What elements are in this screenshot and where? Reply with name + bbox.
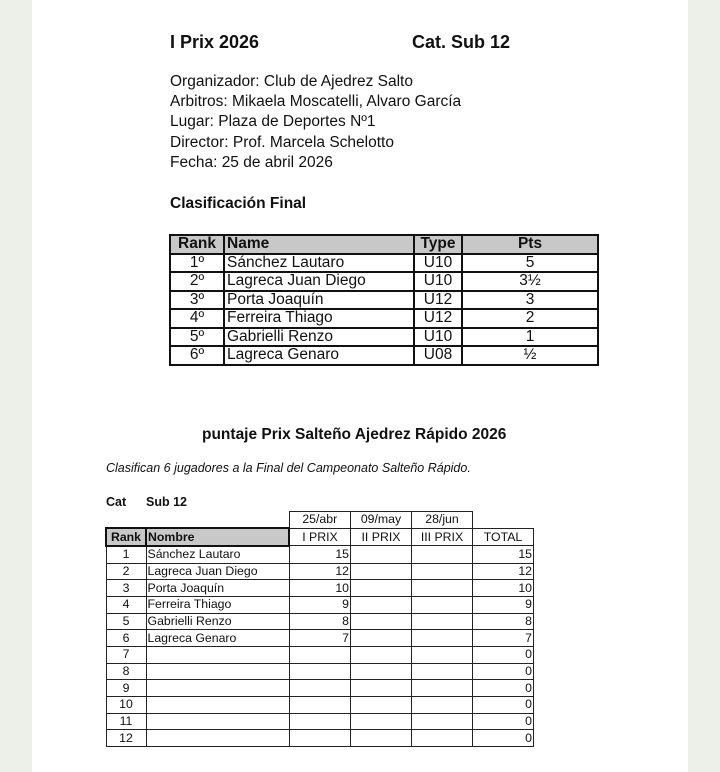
type-cell: U12 (414, 309, 462, 328)
rank-cell: 6º (170, 346, 224, 365)
total-points-cell: 10 (473, 580, 534, 597)
player-name-cell: Sánchez Lautaro (146, 546, 289, 563)
rank-cell: 8 (106, 663, 146, 680)
prix-3-points-cell (412, 730, 473, 747)
prix-1-points-cell: 8 (289, 613, 351, 630)
points-cell: ½ (462, 346, 598, 365)
document-title: I Prix 2026 (170, 32, 260, 52)
rank-cell: 6 (106, 630, 146, 647)
table-row (170, 254, 598, 273)
type-cell: U10 (414, 254, 462, 273)
total-points-cell: 12 (473, 563, 534, 580)
points-cell: 1 (462, 328, 598, 347)
rank-cell: 10 (106, 697, 146, 714)
table-row (106, 730, 534, 747)
dates-row (106, 512, 534, 529)
organizer-line: Organizador: Club de Ajedrez Salto (170, 73, 413, 90)
rank-cell: 4 (106, 596, 146, 613)
prix-2-points-cell (351, 630, 412, 647)
column-header-prix-1: I PRIX (289, 528, 351, 546)
director-line: Director: Prof. Marcela Schelotto (170, 133, 394, 151)
rank-cell: 1º (170, 254, 224, 273)
date-prix-3: 28/jun (412, 512, 473, 529)
player-name-cell (146, 663, 289, 680)
total-points-cell: 15 (473, 546, 534, 563)
prix-1-points-cell: 15 (289, 546, 351, 563)
total-points-cell: 0 (473, 697, 534, 714)
player-name-cell: Lagreca Juan Diego (146, 563, 289, 580)
column-header-rank: Rank (106, 528, 146, 546)
prix-2-points-cell (351, 563, 412, 580)
table-row (106, 713, 534, 730)
table-row (106, 580, 534, 597)
rank-cell: 2 (106, 563, 146, 580)
rank-cell: 5º (170, 328, 224, 347)
venue-line: Lugar: Plaza de Deportes Nº1 (170, 113, 376, 131)
date-prix-2: 09/may (351, 512, 412, 529)
player-name-cell: Gabrielli Renzo (224, 328, 414, 347)
total-points-cell: 9 (473, 596, 534, 613)
final-standings-heading: Clasificación Final (170, 195, 307, 212)
points-cell: 3½ (462, 272, 598, 291)
rank-cell: 3 (106, 580, 146, 597)
rank-cell: 11 (106, 713, 146, 730)
total-points-cell: 0 (473, 730, 534, 747)
prix-2-points-cell (351, 680, 412, 697)
column-header-name: Nombre (146, 528, 289, 546)
type-cell: U08 (414, 346, 462, 365)
prix-2-points-cell (351, 613, 412, 630)
player-name-cell (146, 697, 289, 714)
table-row (170, 309, 598, 328)
table-header-row (170, 235, 598, 254)
circuit-heading: puntaje Prix Salteño Ajedrez Rápido 2026 (202, 426, 507, 443)
column-header-name: Name (224, 235, 414, 254)
player-name-cell: Porta Joaquín (146, 580, 289, 597)
rank-cell: 12 (106, 730, 146, 747)
table-row (106, 563, 534, 580)
document-page (32, 0, 688, 772)
date-prix-1: 25/abr (289, 512, 351, 529)
player-name-cell (146, 680, 289, 697)
table-row (170, 272, 598, 291)
prix-1-points-cell (289, 730, 351, 747)
player-name-cell (146, 730, 289, 747)
final-standings-table (169, 234, 599, 366)
player-name-cell (146, 713, 289, 730)
total-points-cell: 0 (473, 680, 534, 697)
total-points-cell: 8 (473, 613, 534, 630)
tournament-info (170, 72, 461, 173)
category-label-short: Cat (106, 495, 127, 509)
table-row (106, 630, 534, 647)
column-header-prix-3: III PRIX (412, 528, 473, 546)
type-cell: U10 (414, 328, 462, 347)
category-label: Cat. Sub 12 (412, 32, 511, 52)
prix-3-points-cell (412, 580, 473, 597)
prix-1-points-cell (289, 647, 351, 664)
column-header-prix-2: II PRIX (351, 528, 412, 546)
player-name-cell: Sánchez Lautaro (224, 254, 414, 273)
type-cell: U12 (414, 291, 462, 310)
total-points-cell: 0 (473, 647, 534, 664)
player-name-cell: Lagreca Juan Diego (224, 272, 414, 291)
points-cell: 5 (462, 254, 598, 273)
prix-1-points-cell: 9 (289, 596, 351, 613)
prix-3-points-cell (412, 613, 473, 630)
circuit-standings-table (105, 511, 534, 747)
prix-3-points-cell (412, 713, 473, 730)
prix-1-points-cell: 7 (289, 630, 351, 647)
prix-3-points-cell (412, 546, 473, 563)
table-row (106, 663, 534, 680)
points-cell: 3 (462, 291, 598, 310)
total-points-cell: 0 (473, 713, 534, 730)
rank-cell: 2º (170, 272, 224, 291)
prix-3-points-cell (412, 663, 473, 680)
table-row (170, 291, 598, 310)
date-line: Fecha: 25 de abril 2026 (170, 153, 333, 171)
prix-1-points-cell (289, 697, 351, 714)
column-header-rank: Rank (170, 235, 224, 254)
rank-cell: 4º (170, 309, 224, 328)
column-header-pts: Pts (462, 235, 598, 254)
table-row (106, 697, 534, 714)
player-name-cell: Gabrielli Renzo (146, 613, 289, 630)
total-points-cell: 0 (473, 663, 534, 680)
prix-2-points-cell (351, 663, 412, 680)
circuit-note: Clasifican 6 jugadores a la Final del Campeonato Salteño Rápido. (106, 461, 471, 475)
column-header-type: Type (414, 235, 462, 254)
table-row (170, 328, 598, 347)
table-row (106, 680, 534, 697)
prix-3-points-cell (412, 680, 473, 697)
table-row (106, 596, 534, 613)
rank-cell: 9 (106, 680, 146, 697)
prix-2-points-cell (351, 697, 412, 714)
total-points-cell: 7 (473, 630, 534, 647)
column-header-total: TOTAL (473, 528, 534, 546)
prix-1-points-cell: 10 (289, 580, 351, 597)
player-name-cell: Porta Joaquín (224, 291, 414, 310)
prix-2-points-cell (351, 713, 412, 730)
points-cell: 2 (462, 309, 598, 328)
prix-1-points-cell: 12 (289, 563, 351, 580)
prix-2-points-cell (351, 546, 412, 563)
type-cell: U10 (414, 272, 462, 291)
table-row (106, 613, 534, 630)
prix-3-points-cell (412, 596, 473, 613)
prix-3-points-cell (412, 563, 473, 580)
prix-3-points-cell (412, 697, 473, 714)
player-name-cell: Lagreca Genaro (146, 630, 289, 647)
table-row (106, 546, 534, 563)
category-value: Sub 12 (146, 495, 187, 509)
prix-1-points-cell (289, 680, 351, 697)
prix-1-points-cell (289, 663, 351, 680)
prix-2-points-cell (351, 596, 412, 613)
rank-cell: 7 (106, 647, 146, 664)
player-name-cell: Lagreca Genaro (224, 346, 414, 365)
prix-2-points-cell (351, 580, 412, 597)
player-name-cell (146, 647, 289, 664)
arbiters-line: Arbitros: Mikaela Moscatelli, Alvaro García (170, 93, 462, 111)
prix-1-points-cell (289, 713, 351, 730)
prix-2-points-cell (351, 647, 412, 664)
prix-3-points-cell (412, 630, 473, 647)
player-name-cell: Ferreira Thiago (224, 309, 414, 328)
table-row (170, 346, 598, 365)
rank-cell: 1 (106, 546, 146, 563)
table-row (106, 647, 534, 664)
prix-3-points-cell (412, 647, 473, 664)
table-header-row (106, 528, 534, 546)
rank-cell: 5 (106, 613, 146, 630)
rank-cell: 3º (170, 291, 224, 310)
prix-2-points-cell (351, 730, 412, 747)
player-name-cell: Ferreira Thiago (146, 596, 289, 613)
